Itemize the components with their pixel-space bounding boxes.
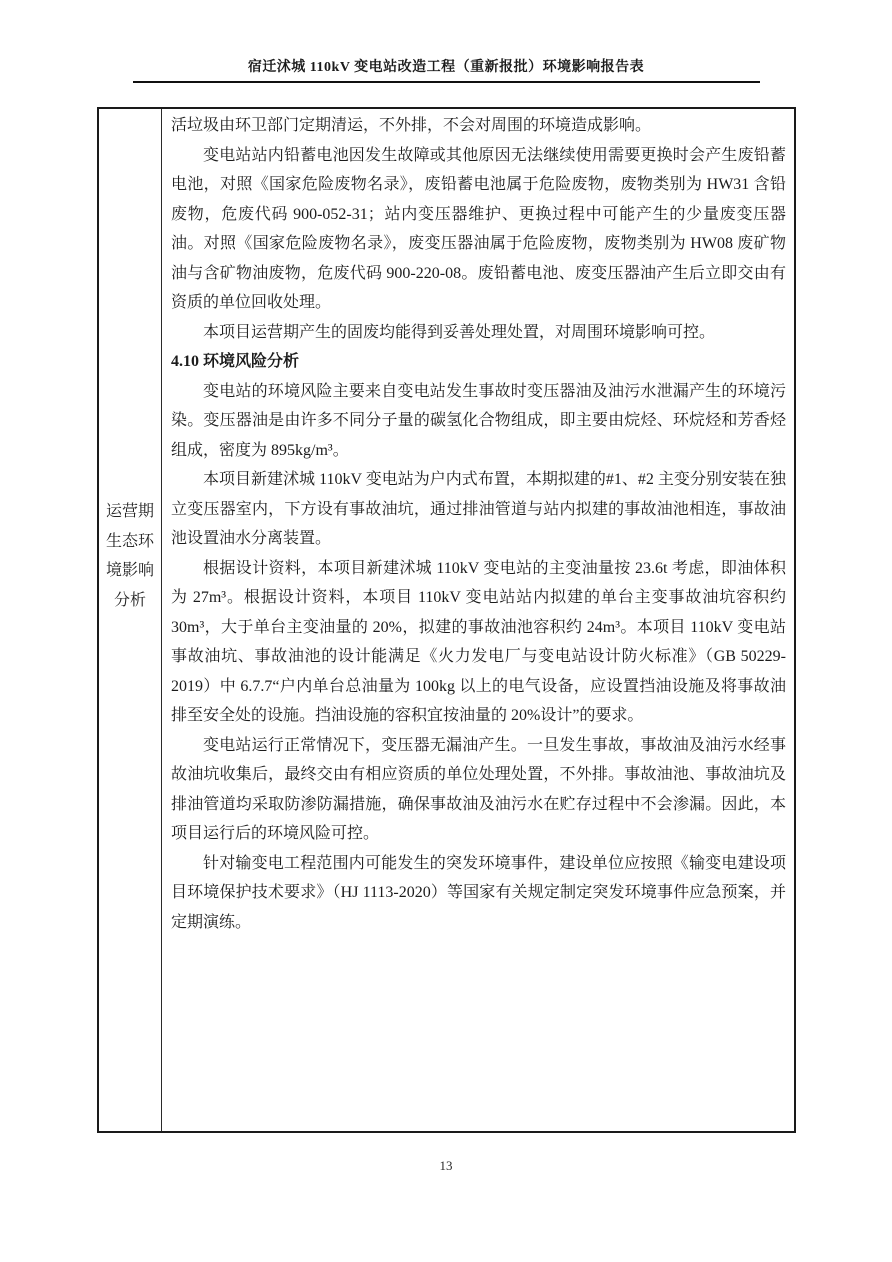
paragraph-hazardous-waste: 变电站站内铅蓄电池因发生故障或其他原因无法继续使用需要更换时会产生废铅蓄电池，对照《国家危险废物名录》，废铅蓄电池属于危险废物，废物类别为 HW31 含铅废物，危废代码 900-052-31；站内变压器维护、更换过程中可能产生的少量废变压器油。对照《国家危险废物名录》，废变压器油属于危险废物，废物类别为 HW08 废矿物油与含矿物油废物，危废代码 900-220-08。废铅蓄电池、废变压器油产生后立即交由有资质的单位回收处理。: [171, 146, 786, 311]
paragraph-oil-volume-design: 根据设计资料，本项目新建沭城 110kV 变电站的主变油量按 23.6t 考虑，即油体积为 27m³。根据设计资料，本项目 110kV 变电站站内拟建的单台主变事故油坑容积约 30m³，大于单台主变油量的 20%，拟建的事故油池容积约 24m³。本项目 110kV 变电站事故油坑、事故油池的设计能满足《火力发电厂与变电站设计防火标准》（GB 50229-2019）中 6.7.7“户内单台总油量为 100kg 以上的电气设备，应设置挡油设施及将事故油排至安全处的设施。挡油设施的容积宜按油量的 20%设计”的要求。: [171, 559, 786, 724]
row-label-line: 运营期: [105, 503, 154, 520]
row-label: [99, 497, 161, 615]
report-table: [97, 107, 796, 1133]
row-label-line: 生态环: [105, 532, 154, 550]
section-heading-4-10: 4.10 环境风险分析: [171, 353, 300, 370]
page-number: 13: [439, 1158, 453, 1173]
paragraph-emergency-plan: 针对输变电工程范围内可能发生的突发环境事件，建设单位应按照《输变电建设项目环境保护技术要求》（HJ 1113-2020）等国家有关规定制定突发环境事件应急预案，并定期演练。: [171, 854, 786, 931]
paragraph-risk-source: 变电站的环境风险主要来自变电站发生事故时变压器油及油污水泄漏产生的环境污染。变压器油是由许多不同分子量的碳氢化合物组成，即主要由烷烃、环烷烃和芳香烃组成，密度为 895kg/m³。: [171, 382, 786, 459]
header-divider: [133, 81, 760, 83]
paragraph-normal-operation: 变电站运行正常情况下，变压器无漏油产生。一旦发生事故，事故油及油污水经事故油坑收集后，最终交由有相应资质的单位处理处置，不外排。事故油池、事故油坑及排油管道均采取防渗防漏措施，确保事故油及油污水在贮存过程中不会渗漏。因此，本项目运行后的环境风险可控。: [171, 736, 786, 842]
paragraph-station-layout: 本项目新建沭城 110kV 变电站为户内式布置，本期拟建的#1、#2 主变分别安装在独立变压器室内，下方设有事故油坑，通过排油管道与站内拟建的事故油池相连，事故油池设置油水分离装置。: [171, 471, 786, 547]
paragraph-solid-waste-conclusion: 本项目运营期产生的固废均能得到妥善处理处置，对周围环境影响可控。: [203, 323, 716, 341]
table-content-cell: [162, 109, 794, 1131]
page-title: 宿迁沭城 110kV 变电站改造工程（重新报批）环境影响报告表: [247, 60, 645, 75]
paragraph-continuation: 活垃圾由环卫部门定期清运，不外排，不会对周围的环境造成影响。: [171, 117, 652, 134]
row-label-line: 境影响: [105, 562, 154, 579]
table-row-label-cell: [99, 109, 162, 1131]
row-label-line: 分析: [113, 591, 146, 609]
